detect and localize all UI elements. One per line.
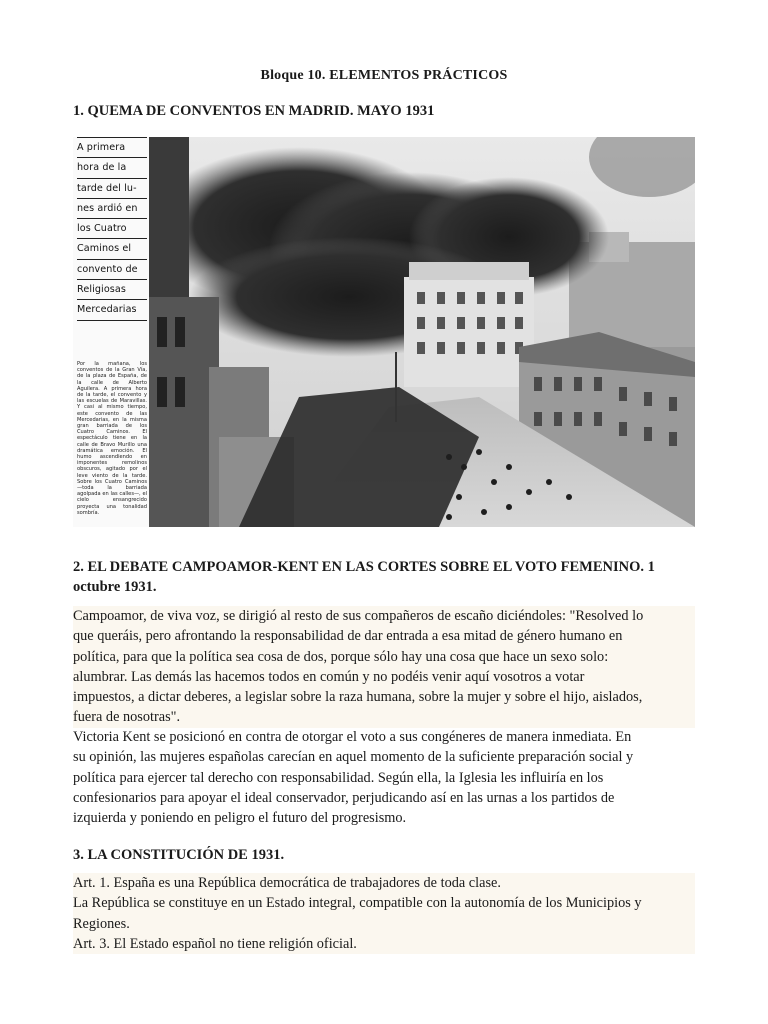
- text-line: Art. 3. El Estado español no tiene religión oficial.: [73, 934, 695, 954]
- burning-convent-photograph: [149, 137, 695, 527]
- text-line: Regiones.: [73, 914, 695, 934]
- caption-line: convento de: [77, 260, 147, 280]
- caption-line: tarde del lu-: [77, 179, 147, 199]
- section-heading-convents: 1. QUEMA DE CONVENTOS EN MADRID. MAYO 1931: [73, 103, 435, 119]
- photo-caption-column: [73, 137, 149, 527]
- caption-line: nes ardió en: [77, 199, 147, 219]
- document-title: Bloque 10. ELEMENTOS PRÁCTICOS: [260, 68, 508, 83]
- text-line: Art. 1. España es una República democrática de trabajadores de toda clase.: [73, 873, 695, 893]
- text-line: confesionarios para apoyar el ideal conservador, perjudicando así en las urnas a los partidos de: [73, 789, 615, 806]
- caption-line: Religiosas: [77, 280, 147, 300]
- caption-line: hora de la: [77, 158, 147, 178]
- photo-caption-body: Por la mañana, los conventos de la Gran Vía, de la plaza de España, de la calle de Alberto Aguilera. A primera hora de la tarde, el convento y las escuelas de Maravillas. Y casi al mismo tiempo, este convento de las Mercedarias, en la misma gran barriada de los Cuatro Caminos. El espectáculo tiene en la calle de Bravo Murillo una dramática emoción. El humo ascendiendo en imponentes remolinos obscuros, agitado por el leve viento de la tarde. Sobre los Cuatro Caminos —toda la barriada agolpada en las calles—, el cielo ensangrecido proyecta una tonalidad sombría.: [77, 361, 147, 516]
- text-line: su opinión, las mujeres españolas carecían en aquel momento de la suficiente preparación social y: [73, 749, 634, 766]
- text-line: política, para que la política sea cosa de dos, porque sólo hay una cosa que hace un sexo solo:: [73, 647, 695, 667]
- text-line: fuera de nosotras".: [73, 707, 695, 727]
- text-line: impuestos, a dictar deberes, a legislar sobre la raza humana, sobre la mujer y sobre el hijo, aislados,: [73, 687, 695, 707]
- kent-position-paragraph: [73, 727, 695, 828]
- text-line: Campoamor, de viva voz, se dirigió al resto de sus compañeros de escaño diciéndoles: "Resolved lo: [73, 606, 695, 626]
- caption-line: Caminos el: [77, 239, 147, 259]
- text-line: que queráis, pero afrontando la responsabilidad de dar entrada a esa mitad de género humano en: [73, 626, 695, 646]
- caption-line: Mercedarias: [77, 300, 147, 320]
- photo-caption-headline: [77, 137, 147, 321]
- text-line: izquierda y poniendo en peligro el futuro del progresismo.: [73, 810, 407, 827]
- caption-line: los Cuatro: [77, 219, 147, 239]
- section-heading-constitution: 3. LA CONSTITUCIÓN DE 1931.: [73, 847, 285, 863]
- text-line: Victoria Kent se posicionó en contra de otorgar el voto a sus congéneres de manera inmediata. En: [73, 729, 632, 745]
- section-heading-campoamor-kent: 2. EL DEBATE CAMPOAMOR-KENT EN LAS CORTES SOBRE EL VOTO FEMENINO. 1 octubre 1931.: [73, 559, 655, 595]
- campoamor-quote-paragraph: [73, 606, 695, 728]
- caption-line: A primera: [77, 137, 147, 158]
- text-line: política para ejercer tal derecho con responsabilidad. Según ella, la Iglesia les influiría en los: [73, 769, 604, 786]
- text-line: alumbrar. Las demás las hacemos todos en común y no podéis venir aquí vosotros a votar: [73, 667, 695, 687]
- constitution-articles: [73, 873, 695, 954]
- text-line: La República se constituye en un Estado integral, compatible con la autonomía de los Municipios y: [73, 893, 695, 913]
- convent-fire-photo-plate: [73, 137, 695, 527]
